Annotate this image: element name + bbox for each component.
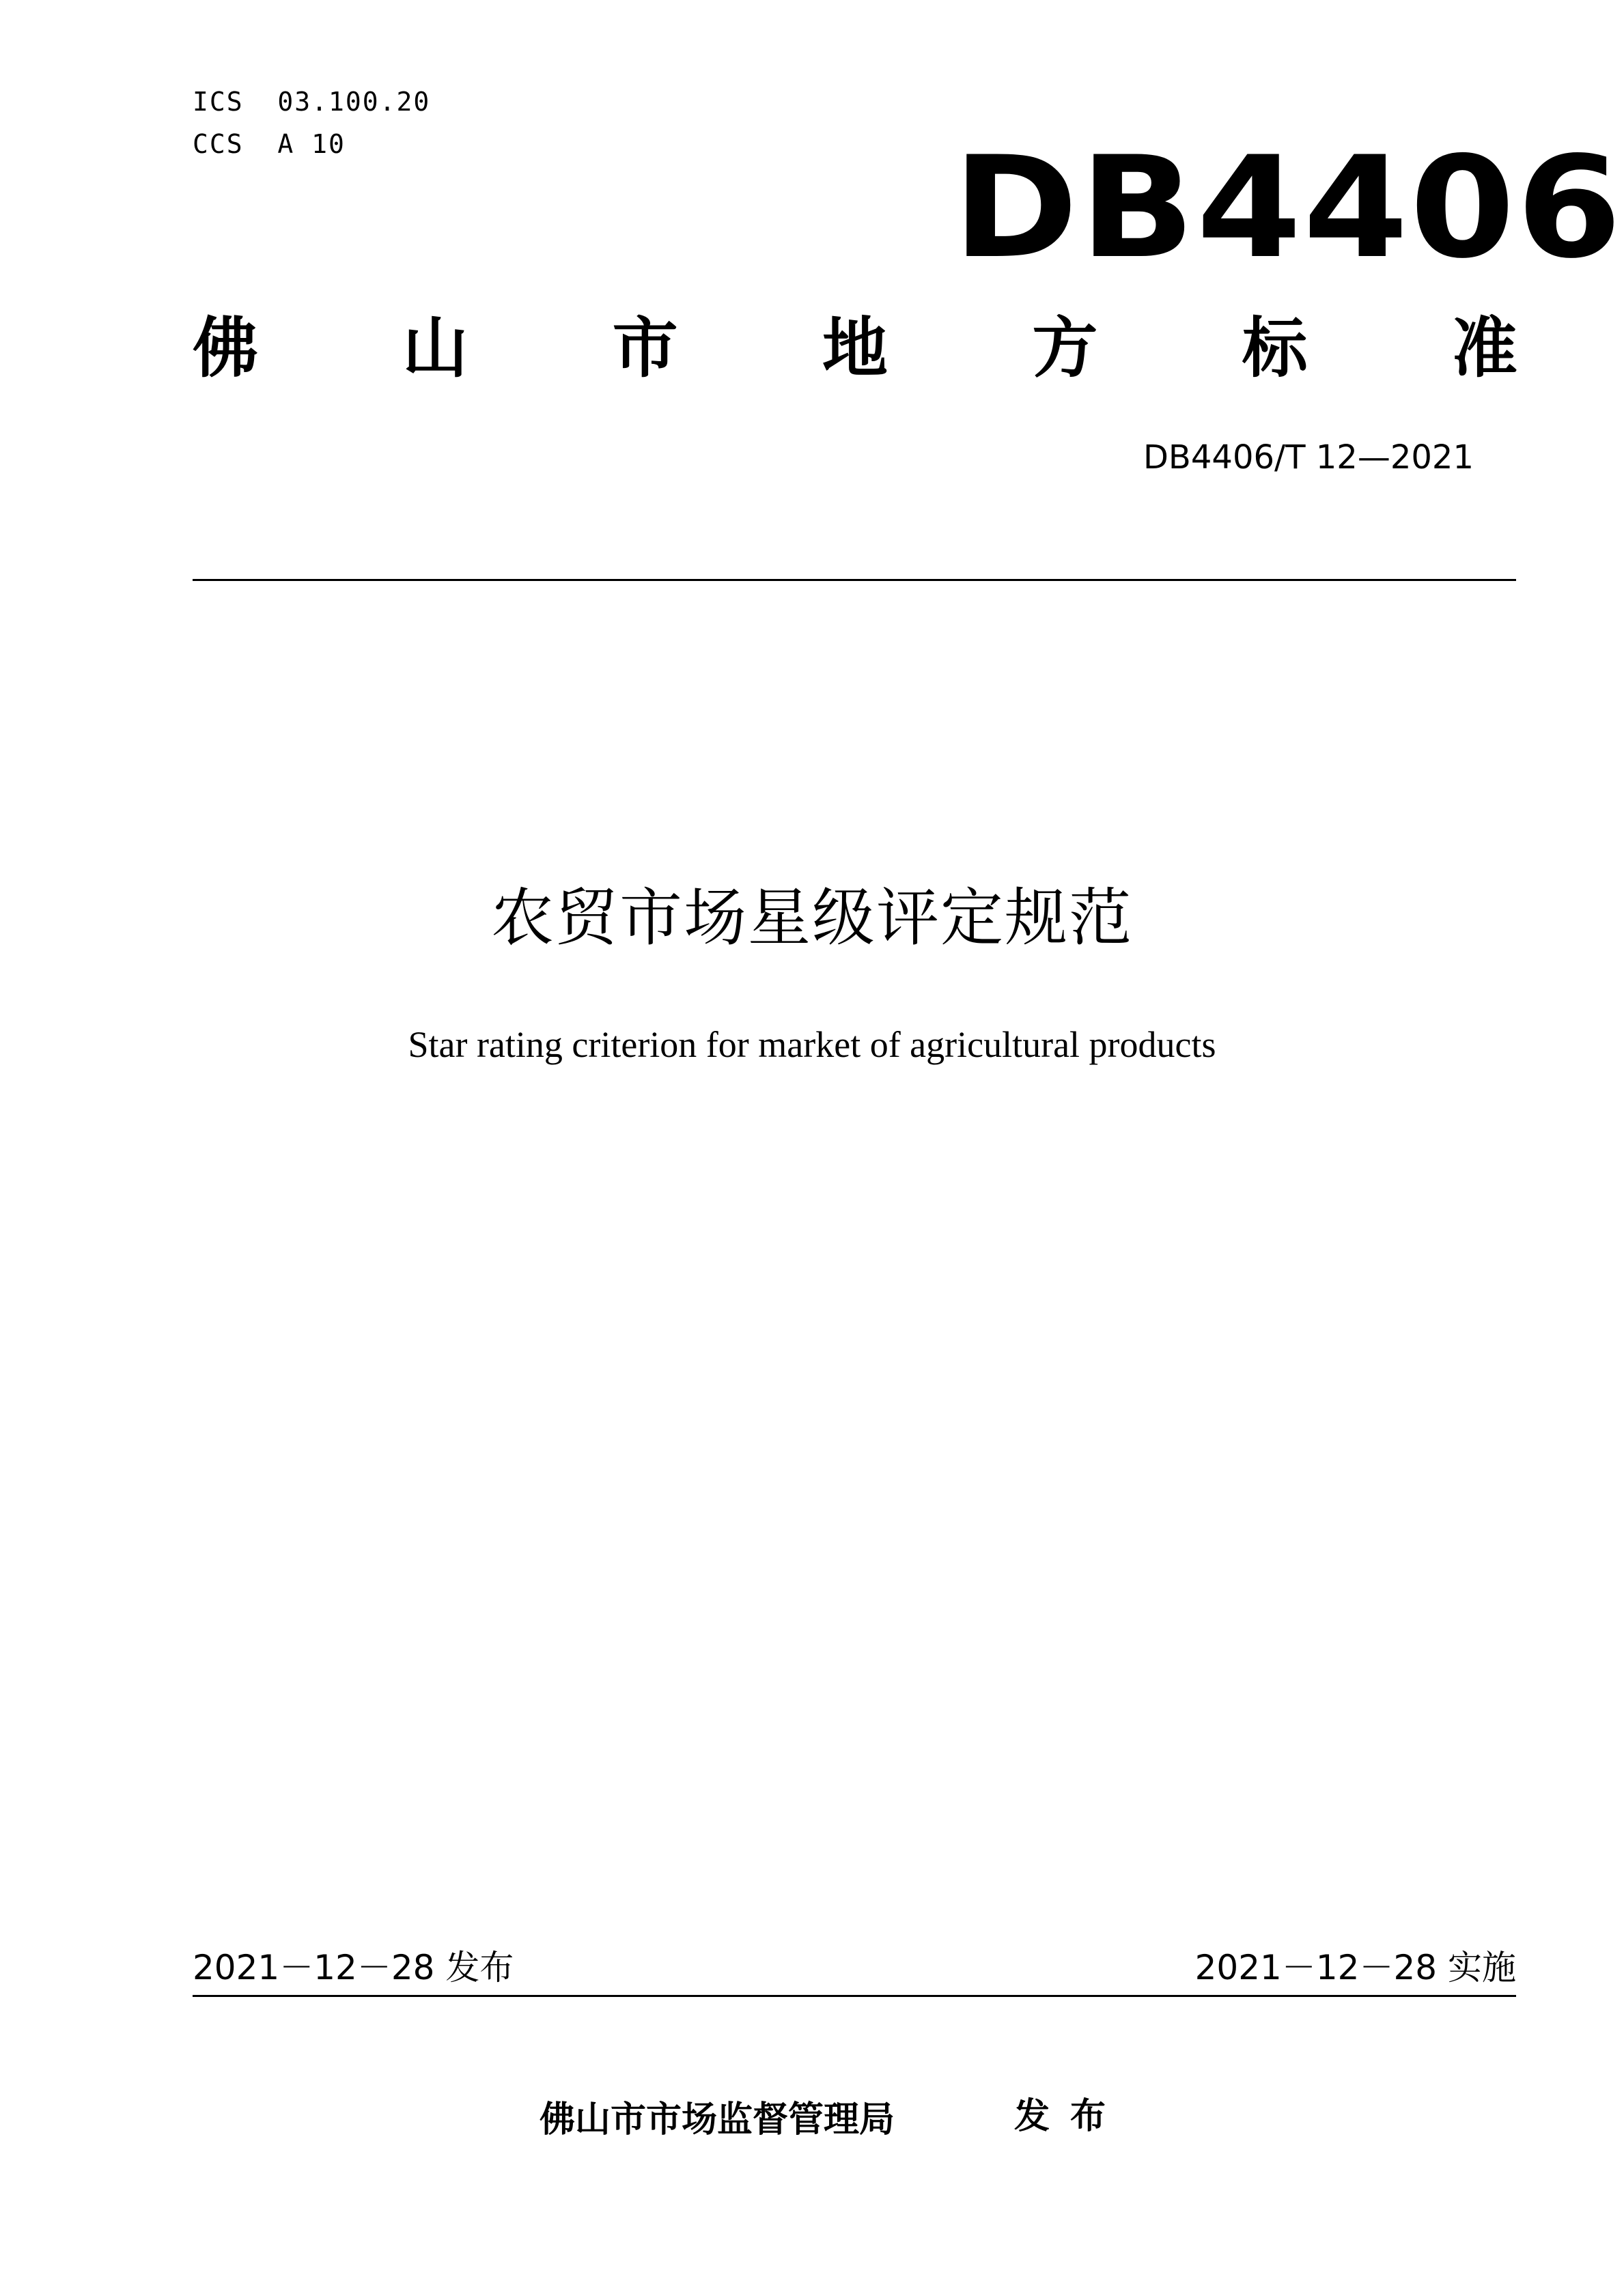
document-title-en: Star rating criterion for market of agricultural products <box>408 1024 1216 1065</box>
db-code-logo: DB4406 <box>953 127 1623 289</box>
standard-type-char: 佛 <box>193 310 258 386</box>
publisher-name: 佛山市市场监督管理局 <box>540 2099 895 2140</box>
standard-type-char: 市 <box>612 310 678 386</box>
issue-date: 2021－12－28 发布 <box>193 1948 514 1987</box>
ics-code: ICS 03.100.20 <box>193 87 431 117</box>
top-divider <box>193 579 1516 581</box>
standard-type-char: 山 <box>402 310 468 386</box>
standard-type-char: 准 <box>1451 310 1517 386</box>
standard-type-char: 地 <box>822 310 888 386</box>
implementation-date: 2021－12－28 实施 <box>1194 1948 1516 1987</box>
standard-type-char: 方 <box>1032 310 1098 386</box>
document-title-cn: 农贸市场星级评定规范 <box>490 881 1133 954</box>
standard-type-char: 标 <box>1242 310 1308 386</box>
standard-type-heading <box>193 311 1517 386</box>
bottom-divider <box>193 1995 1516 1997</box>
ccs-code: CCS A 10 <box>193 129 346 159</box>
standard-number: DB4406/T 12—2021 <box>1143 438 1474 477</box>
classification-codes <box>193 81 430 165</box>
publish-label: 发布 <box>1014 2096 1127 2137</box>
